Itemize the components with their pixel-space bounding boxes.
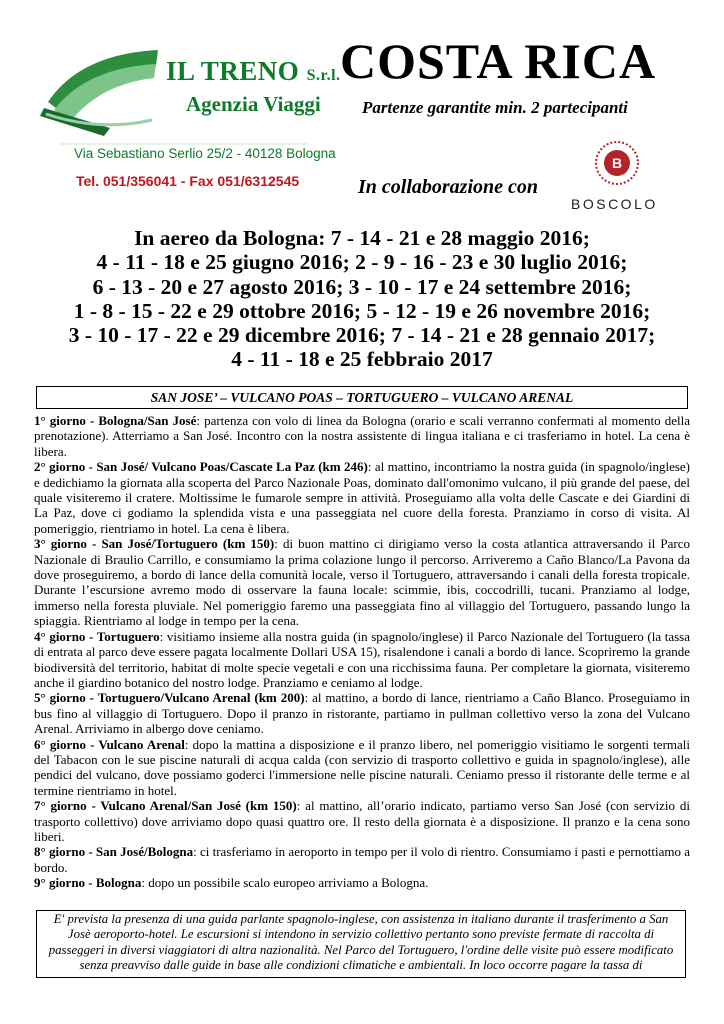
itinerary-day [34, 798, 690, 844]
day-text: : visitiamo insieme alla nostra guida (in spagnolo/inglese) il Parco Nazionale del Tortuguero (la tassa di entrata al parco deve essere pagata localmente Dollari USA 15), risalendone i canali a bordo di lance. Scopriremo la grande biodiversità del territorio, habitat di molte specie vegetali e con una ricchissima fauna. Per completare la giornata, visiteremo anche il giardino botanico del nostro lodge. Pranziamo e ceniamo al lodge. [34, 628, 690, 690]
itinerary [34, 413, 690, 891]
itinerary-day [34, 844, 690, 875]
itinerary-day [34, 737, 690, 799]
day-heading: 7° giorno - Vulcano Arenal/San José (km 150) [34, 798, 297, 814]
page-title: COSTA RICA [340, 33, 657, 89]
day-heading: 3° giorno - San José/Tortuguero (km 150) [34, 536, 275, 552]
itinerary-day [34, 875, 690, 890]
dates-line: In aereo da Bologna: 7 - 14 - 21 e 28 maggio 2016; [134, 226, 590, 250]
company-name [166, 56, 341, 87]
route-box: SAN JOSE’ – VULCANO POAS – TORTUGUERO – VULCANO ARENAL [36, 386, 688, 409]
itinerary-day [34, 536, 690, 628]
day-text: : al mattino, incontriamo la nostra guida (in spagnolo/inglese) e dedichiamo la giornata alla scoperta del Parco Nazionale Poas, dominato dall'omonimo vulcano, il più grande del paese, del quale visiteremo il cratere. Moltissime le fumarole sempre in attività. Proseguiamo alla volta delle Cascate e dei Giardini di La Paz, dove ci godiamo la splendida vista e una passeggiata nel cuore della foresta. Pranziamo in corso di visita. Al pomeriggio, rientriamo in hotel. La cena è libera. [34, 459, 690, 536]
dates-line: 4 - 11 - 18 e 25 febbraio 2017 [231, 347, 493, 372]
day-heading: 9° giorno - Bologna [34, 875, 142, 891]
day-text: : al mattino, all’orario indicato, partiamo verso San José (con servizio di trasporto collettivo) dove arriviamo dopo quasi quattro ore. Il resto della giornata è a disposizione. Il pranzo e la cena sono liberi. [34, 798, 690, 844]
dates-line: 6 - 13 - 20 e 27 agosto 2016; 3 - 10 - 17 e 24 settembre 2016; [92, 274, 632, 299]
collaboration-label: In collaborazione con [358, 176, 539, 198]
company-name-text: IL TRENO [166, 56, 300, 86]
day-heading: 8° giorno - San José/Bologna [34, 844, 194, 860]
day-text: : dopo un possibile scalo europeo arriviamo a Bologna. [141, 875, 429, 891]
dates-line: 1 - 8 - 15 - 22 e 29 ottobre 2016; 5 - 12 - 19 e 26 novembre 2016; [73, 298, 651, 323]
boscolo-logo-icon [594, 140, 640, 186]
day-text: : al mattino, a bordo di lance, rientriamo a Caño Blanco. Proseguiamo in bus fino al villaggio di Tortuguero. Dopo il pranzo in ristorante, partiamo in pullman collettivo verso la zona del Vulcano Arenal. Arriviamo in albergo dove ceniamo. [34, 690, 690, 737]
itinerary-day [34, 690, 690, 736]
day-heading: 1° giorno - Bologna/San José [34, 413, 197, 428]
agency-phone: Tel. 051/356041 - Fax 051/6312545 [76, 173, 300, 189]
agency-label: Agenzia Viaggi [186, 92, 321, 116]
day-text: : partenza con volo di linea da Bologna (orario e scali verranno confermati al momento della prenotazione). Atterriamo a San José. Incontro con la nostra assistente di lingua italiana e ci trasferiamo in hotel. La cena è libera. [34, 413, 690, 459]
dates-line: 4 - 11 - 18 e 25 giugno 2016; 2 - 9 - 16 - 23 e 30 luglio 2016; [96, 250, 628, 275]
notes-box: E' prevista la presenza di una guida parlante spagnolo-inglese, con assistenza in italiano durante il trasferimento a San Josè aeroporto-hotel. Le escursioni si intendono in servizio collettivo pertanto sono previste fermate di raccolta di passeggeri in diversi viaggiatori di altra nazionalità. Nel Parco del Tortuguero, l'ordine delle visite può essere modificato senza preavviso dalle guide in base alle condizioni climatiche e ambientali. In loco occorre pagare la tassa di [36, 910, 686, 978]
itinerary-day [34, 459, 690, 536]
boscolo-mark: B [611, 155, 623, 171]
day-heading: 4° giorno - Tortuguero [34, 628, 160, 644]
company-suffix: S.r.l. [306, 67, 341, 84]
dates-line: 3 - 10 - 17 - 22 e 29 dicembre 2016; 7 - 14 - 21 e 28 gennaio 2017; [68, 323, 656, 348]
departure-dates [20, 226, 704, 372]
itinerary-day [34, 629, 690, 691]
agency-address: Via Sebastiano Serlio 25/2 - 40128 Bologna [74, 146, 336, 161]
day-text: : di buon mattino ci dirigiamo verso la costa atlantica attraversando il Parco Nazionale di Braulio Carrillo, e consumiamo la prima colazione lungo il percorso. Arriveremo a Caño Blanco/La Pavona da dove proseguiremo, a bordo di lance della comunità locale, verso il Tortuguero, attraversando i canali della foresta tropicale. Durante l’escursione avremo modo di osservare la fauna locale: scimmie, ibis, coccodrilli, tucani. Pranziamo al lodge, immerso nella foresta pluviale. Nel pomeriggio faremo una passeggiata fino al villaggio del Tortuguero, passando lungo la spiaggia. Rientriamo al lodge in tempo per la cena. [34, 536, 690, 629]
page-subtitle: Partenze garantite min. 2 partecipanti [362, 98, 628, 117]
day-text: : dopo la mattina a disposizione e il pranzo libero, nel pomeriggio visitiamo le sorgenti termali del Tabacon con le sue piscine naturali di acqua calda (con servizio di trasporto collettivo e guida in spagnolo/inglese), alle pendici del vulcano, dove possiamo goderci l'immersione nelle piscine naturali. Ceniamo presso il ristorante delle terme e al termine rientriamo in hotel. [34, 736, 691, 798]
day-heading: 6° giorno - Vulcano Arenal [34, 736, 185, 752]
day-heading: 5° giorno - Tortuguero/Vulcano Arenal (km 200) [34, 690, 305, 706]
day-heading: 2° giorno - San José/ Vulcano Poas/Cascate La Paz (km 246) [34, 459, 368, 475]
partner-name: BOSCOLO [571, 196, 658, 212]
itinerary-day [34, 413, 690, 459]
day-text: : ci trasferiamo in aeroporto in tempo per il volo di rientro. Consumiamo i pasti e pernottiamo a bordo. [34, 844, 690, 875]
